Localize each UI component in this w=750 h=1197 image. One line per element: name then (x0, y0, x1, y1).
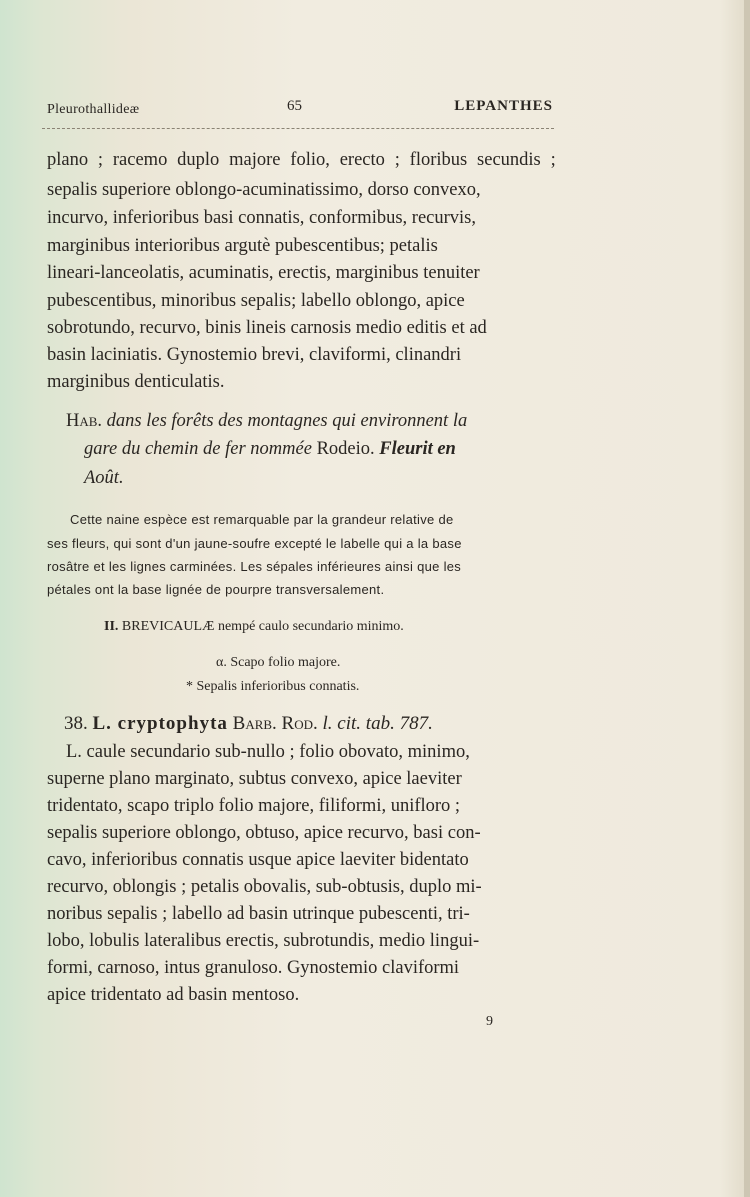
species-line: superne plano marginato, subtus convexo, apice laeviter (47, 769, 462, 789)
description-line: marginibus denticulatis. (47, 372, 225, 392)
habitat-text: gare du chemin de fer nommée (84, 439, 312, 459)
species-line: recurvo, oblongis ; petalis obovalis, sub-obtusis, duplo mi- (47, 877, 482, 897)
habitat-place: Rodeio. (316, 439, 375, 459)
signature-mark: 9 (486, 1014, 493, 1029)
species-name: L. cryptophyta (92, 713, 228, 734)
description-line: marginibus interioribus argutè pubescentibus; petalis (47, 236, 438, 256)
note-line: Cette naine espèce est remarquable par la grandeur relative de (70, 512, 454, 527)
habitat-line (84, 439, 456, 460)
habitat-prefix: Hab. (66, 411, 103, 431)
note-line: rosâtre et les lignes carminées. Les sépales inférieures ainsi que les (47, 559, 462, 574)
species-line: lobo, lobulis lateralibus erectis, subrotundis, medio lingui- (47, 931, 480, 951)
description-line: sobrotundo, recurvo, binis lineis carnosis medio editis et ad (47, 318, 487, 338)
header-genus: LEPANTHES (454, 98, 553, 114)
note-line: ses fleurs, qui sont d'un jaune-soufre excepté le labelle qui a la base (47, 536, 462, 551)
species-line: noribus sepalis ; labello ad basin utrinque pubescenti, tri- (47, 904, 470, 924)
species-heading (64, 713, 433, 735)
section-number: II. (104, 619, 119, 634)
page-number: 65 (287, 98, 302, 114)
habitat-line (66, 411, 467, 432)
header-section-name: Pleurothallideæ (47, 102, 140, 117)
running-header (47, 98, 553, 122)
description-line: pubescentibus, minoribus sepalis; labello oblongo, apice (47, 291, 465, 311)
description-line: lineari-lanceolatis, acuminatis, erectis, marginibus tenuiter (47, 263, 480, 283)
species-line: L. caule secundario sub-nullo ; folio obovato, minimo, (66, 742, 470, 762)
description-line: sepalis superiore oblongo-acuminatissimo, dorso convexo, (47, 180, 481, 200)
species-number: 38. (64, 713, 88, 734)
species-line: sepalis superiore oblongo, obtuso, apice recurvo, basi con- (47, 823, 481, 843)
section-heading (104, 619, 404, 635)
section-title: BREVICAULÆ nempé caulo secundario minimo. (121, 619, 404, 634)
species-author: Barb. Rod. (232, 713, 318, 734)
description-line: plano ; racemo duplo majore folio, erecto ; floribus secundis ; (47, 150, 556, 170)
description-line: incurvo, inferioribus basi connatis, conformibus, recurvis, (47, 208, 476, 228)
species-reference: l. cit. tab. 787. (322, 713, 433, 734)
habitat-flowering: Fleurit en (379, 439, 456, 459)
species-line: apice tridentato ad basin mentoso. (47, 985, 300, 1005)
species-line: tridentato, scapo triplo folio majore, filiformi, unifloro ; (47, 796, 461, 816)
habitat-line: Août. (84, 468, 124, 488)
description-line: basin laciniatis. Gynostemio brevi, claviformi, clinandri (47, 345, 462, 365)
habitat-text: dans les forêts des montagnes qui environnent la (106, 411, 468, 431)
species-line: formi, carnoso, intus granuloso. Gynostemio claviformi (47, 958, 460, 978)
species-line: cavo, inferioribus connatis usque apice laeviter bidentato (47, 850, 469, 870)
page-edge (744, 0, 750, 1197)
note-line: pétales ont la base lignée de pourpre transversalement. (47, 582, 385, 597)
subsection-alpha: α. Scapo folio majore. (216, 655, 341, 670)
subsection-star: * Sepalis inferioribus connatis. (186, 679, 360, 694)
header-rule (42, 128, 554, 129)
